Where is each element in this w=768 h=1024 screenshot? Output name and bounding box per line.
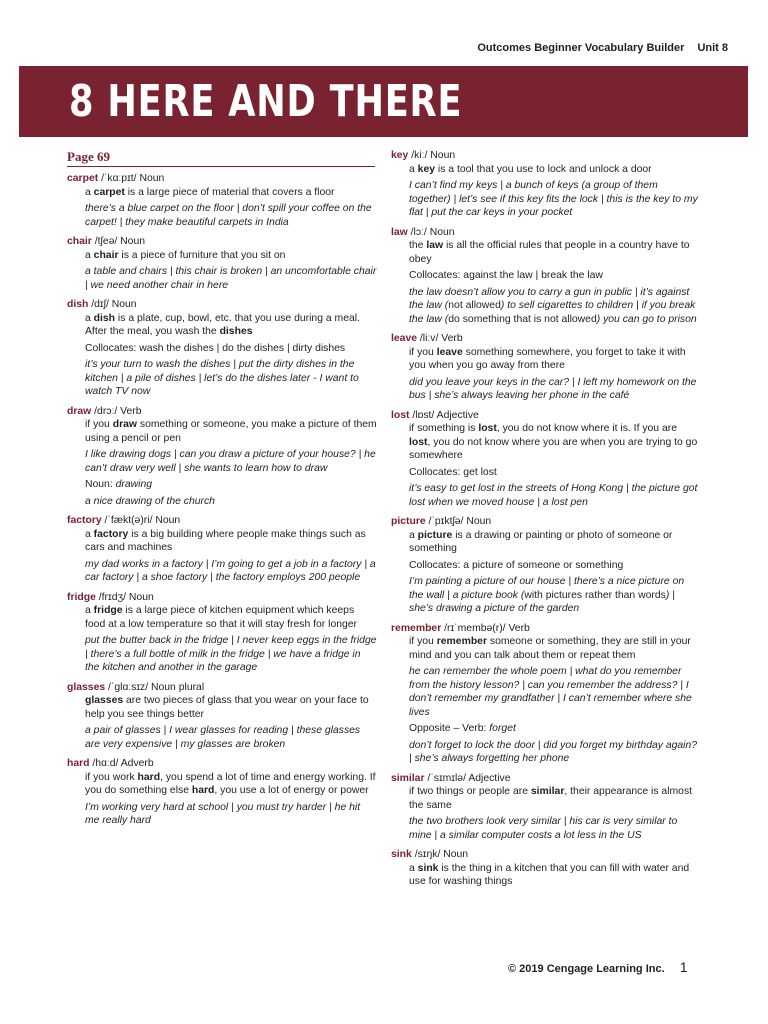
text-segment: a — [85, 249, 94, 261]
headword-line — [391, 149, 701, 163]
dictionary-entry-remember — [391, 622, 701, 766]
pronunciation: /ˈfækt(ə)ri/ — [104, 515, 153, 526]
dictionary-entry-factory — [67, 514, 377, 585]
headword-line — [67, 405, 377, 419]
bold-headword: dish — [93, 312, 116, 324]
headword-line — [391, 848, 701, 862]
definition — [85, 249, 377, 263]
definition — [409, 635, 701, 662]
examples: did you leave your keys in the car? | I left my homework on the bus | she’s always leaving her phone in the café — [409, 376, 697, 401]
part-of-speech: Adjective — [436, 409, 479, 421]
bold-headword: sink — [417, 862, 439, 874]
page-number: 1 — [679, 959, 688, 975]
bold-headword: draw — [112, 419, 137, 430]
pronunciation: /kiː/ — [411, 150, 428, 161]
pronunciation: /ˈkɑːpɪt/ — [101, 173, 137, 184]
part-of-speech: Noun — [155, 515, 181, 526]
text-segment: something somewhere, you forget to take it with you when you go away from there — [409, 346, 686, 371]
examples: I’m working very hard at school | you must try harder | he hit me really hard — [85, 801, 361, 826]
dictionary-entry-leave — [391, 332, 701, 403]
left-column — [67, 149, 377, 834]
entry-body — [391, 862, 701, 889]
definition — [85, 771, 377, 798]
part-of-speech: Noun — [139, 173, 165, 184]
unit-label: Unit 8 — [697, 42, 728, 54]
dictionary-entry-draw — [67, 405, 377, 509]
entry-body — [391, 346, 701, 403]
dictionary-entry-chair — [67, 235, 377, 292]
examples: there’s a blue carpet on the floor | don’t spill your coffee on the carpet! | they make beautiful carpets in India — [85, 203, 372, 228]
text-segment: , you use a lot of energy or power — [214, 785, 369, 796]
examples: my dad works in a factory | I’m going to get a job in a factory | a car factory | a shoe factory | the factory employs 200 people — [85, 558, 376, 583]
headword: lost — [391, 409, 410, 421]
entry-body — [67, 249, 377, 293]
definition — [409, 422, 701, 463]
text-segment: a — [85, 312, 94, 324]
text-segment: , you spend a lot of time and energy working. If you do something else — [85, 771, 376, 796]
text-segment: is the thing in a kitchen that you can fill with water and use for washing things — [409, 862, 690, 887]
copyright-notice: © 2019 Cengage Learning Inc. — [508, 963, 665, 975]
pronunciation: /frɪdʒ/ — [98, 591, 127, 603]
bold-headword: dishes — [219, 326, 253, 337]
definition — [85, 186, 377, 200]
bold-headword: lost — [409, 436, 428, 448]
bold-headword: chair — [93, 249, 119, 261]
text-segment: is a drawing or painting or photo of someone or something — [409, 529, 673, 554]
entry-body — [391, 529, 701, 616]
bold-headword: glasses — [85, 695, 124, 706]
headword: glasses — [67, 681, 106, 693]
part-of-speech: Noun — [466, 516, 492, 527]
text-segment: a — [409, 529, 418, 541]
headword: hard — [67, 758, 90, 769]
bold-headword: carpet — [93, 186, 125, 198]
entry-body — [67, 604, 377, 675]
bold-headword: similar — [530, 786, 565, 797]
pronunciation: /drɔː/ — [94, 405, 118, 417]
headword: similar — [391, 772, 425, 784]
text-segment: I’m painting a picture of our house | there’s a nice picture on the wall | a picture book ( — [409, 576, 685, 601]
text-segment: if you work — [85, 771, 138, 783]
headword: remember — [391, 622, 442, 634]
definition — [85, 604, 377, 631]
text-segment: a — [85, 528, 94, 540]
headword: chair — [67, 236, 92, 247]
definition — [85, 418, 377, 445]
part-of-speech: Noun plural — [151, 681, 205, 693]
text-segment: a — [85, 186, 94, 198]
examples — [409, 179, 701, 220]
text-segment: is a big building where people make things such as cars and machines — [85, 528, 366, 553]
text-segment: ) to sell cigarettes to children | if you break the law ( — [409, 300, 696, 325]
dictionary-entry-law — [391, 226, 701, 327]
related-form-word: drawing — [115, 479, 153, 490]
headword: draw — [67, 405, 92, 417]
text-segment: the law doesn’t allow you to carry a gun in public | it’s against the law ( — [409, 286, 690, 311]
text-segment: I can’t find my keys | a bunch of keys ( — [409, 180, 585, 191]
text-segment: , you do not know where it is. If you are — [496, 423, 677, 434]
headword: leave — [391, 333, 418, 344]
pronunciation: /ˈɡlɑːsɪz/ — [108, 681, 149, 693]
examples: put the butter back in the fridge | I never keep eggs in the fridge | there’s a full bottle of milk in the fridge | we have a fridge in the kitchen and another in the garage — [85, 635, 377, 673]
part-of-speech: Verb — [508, 622, 530, 634]
text-segment: a group of them together — [409, 180, 658, 205]
text-segment: do something that is not allowed — [448, 313, 597, 325]
dictionary-entry-fridge — [67, 591, 377, 675]
headword-line — [391, 409, 701, 423]
examples: don’t forget to lock the door | did you forget my birthday again? | she’s always forgetting her phone — [409, 739, 698, 764]
bold-headword: factory — [93, 528, 129, 540]
definition — [85, 694, 377, 721]
text-segment: if you — [85, 419, 113, 430]
text-segment: if something is — [409, 423, 479, 434]
part-of-speech: Noun — [430, 150, 456, 161]
examples: a nice drawing of the church — [85, 495, 215, 507]
running-header — [477, 42, 728, 54]
examples: the two brothers look very similar | his car is very similar to mine | a similar computer costs a lot less in the US — [409, 816, 678, 841]
text-segment: is a large piece of kitchen equipment which keeps food at a low temperature so that it will stay fresh for longer — [85, 605, 358, 630]
definition — [409, 239, 701, 266]
headword-line — [67, 591, 377, 605]
part-of-speech: Noun — [111, 299, 137, 310]
related-form — [85, 478, 377, 492]
pronunciation: /lɔː/ — [410, 226, 427, 238]
headword: law — [391, 226, 408, 238]
text-segment: if you — [409, 346, 437, 358]
examples: it’s easy to get lost in the streets of Hong Kong | the picture got lost when we moved house | a lost pen — [409, 483, 698, 508]
entry-body — [67, 312, 377, 399]
part-of-speech: Adjective — [468, 772, 511, 784]
headword: factory — [67, 515, 102, 526]
headword: sink — [391, 849, 412, 860]
pronunciation: /liːv/ — [419, 333, 439, 344]
related-form-label: Noun: — [85, 479, 116, 490]
examples: a table and chairs | this chair is broken | an uncomfortable chair | we need another chair in here — [85, 266, 377, 291]
entry-body — [67, 186, 377, 230]
bold-headword: law — [426, 240, 444, 251]
headword-line — [67, 172, 377, 186]
definition — [85, 312, 377, 339]
dictionary-entry-hard — [67, 757, 377, 828]
text-segment: are two pieces of glass that you wear on your face to help you see things better — [85, 695, 369, 720]
text-segment: not allowed — [448, 300, 501, 311]
bold-headword: leave — [436, 346, 463, 358]
dictionary-entry-dish — [67, 298, 377, 399]
bold-headword: hard — [137, 771, 161, 783]
unit-title: 8 HERE AND THERE — [69, 76, 463, 127]
pronunciation: /lɒst/ — [412, 409, 435, 421]
text-segment: , you do not know where you are when you are trying to go somewhere — [409, 436, 698, 461]
headword: carpet — [67, 173, 99, 184]
bold-headword: key — [417, 163, 436, 175]
collocates: Collocates: against the law | break the law — [409, 270, 603, 281]
dictionary-entry-similar — [391, 772, 701, 843]
headword-line — [67, 298, 377, 312]
book-title: Outcomes Beginner Vocabulary Builder — [477, 42, 685, 54]
headword: dish — [67, 299, 89, 310]
page-heading: Page 69 — [67, 149, 375, 167]
dictionary-entry-sink — [391, 848, 701, 889]
part-of-speech: Noun — [443, 849, 469, 860]
text-segment: a — [409, 862, 418, 874]
bold-headword: remember — [436, 636, 487, 647]
headword-line — [67, 514, 377, 528]
examples — [409, 575, 701, 616]
text-segment: is all the official rules that people in a country have to obey — [409, 240, 690, 265]
bold-headword: lost — [478, 423, 497, 434]
text-segment: a — [409, 163, 418, 175]
definition — [409, 785, 701, 812]
unit-banner — [19, 66, 748, 137]
collocates: Collocates: wash the dishes | do the dishes | dirty dishes — [85, 342, 346, 354]
definition — [409, 163, 701, 177]
part-of-speech: Adverb — [120, 758, 154, 769]
bold-headword: hard — [191, 785, 215, 796]
text-segment: is a piece of furniture that you sit on — [118, 249, 286, 261]
collocates: Collocates: a picture of someone or something — [409, 559, 624, 571]
pronunciation: /rɪˈmembə(r)/ — [444, 622, 506, 634]
text-segment: if two things or people are — [409, 786, 531, 797]
part-of-speech: Verb — [441, 333, 463, 344]
headword-line — [391, 226, 701, 240]
entry-body — [67, 418, 377, 508]
examples — [409, 286, 701, 327]
pronunciation: /sɪŋk/ — [414, 849, 441, 860]
entry-body — [67, 694, 377, 751]
entry-body — [67, 528, 377, 585]
collocates: Collocates: get lost — [409, 466, 497, 478]
text-segment: a — [85, 605, 94, 616]
headword-line — [67, 681, 377, 695]
headword-line — [391, 515, 701, 529]
bold-headword: fridge — [93, 605, 123, 616]
examples: it’s your turn to wash the dishes | put the dirty dishes in the kitchen | a pile of dishes | let’s do the dishes later - I want to watch TV now — [85, 359, 359, 397]
entry-body — [391, 785, 701, 842]
dictionary-entry-carpet — [67, 172, 377, 229]
dictionary-entry-key — [391, 149, 701, 220]
part-of-speech: Noun — [120, 236, 145, 247]
entry-body — [67, 771, 377, 828]
text-segment: , their appearance is almost the same — [409, 786, 693, 811]
examples: a pair of glasses | I wear glasses for reading | these glasses are very expensive | my glasses are broken — [85, 725, 361, 750]
part-of-speech: Verb — [120, 405, 142, 417]
related-form-word: forget — [489, 723, 516, 734]
text-segment: is a tool that you use to lock and unlock a door — [435, 163, 652, 175]
entry-body — [391, 635, 701, 766]
part-of-speech: Noun — [429, 226, 455, 238]
headword: picture — [391, 516, 426, 527]
pronunciation: /ˈsɪmɪlə/ — [427, 772, 466, 784]
related-form — [409, 722, 701, 736]
entry-body — [391, 239, 701, 326]
dictionary-entry-glasses — [67, 681, 377, 752]
pronunciation: /dɪʃ/ — [91, 299, 109, 310]
headword-line — [391, 622, 701, 636]
page-footer — [508, 959, 688, 975]
pronunciation: /ˈpɪktʃə/ — [428, 516, 464, 527]
headword: key — [391, 150, 409, 161]
related-form-label: Opposite – Verb: — [409, 723, 490, 734]
examples: I like drawing dogs | can you draw a picture of your house? | he can’t draw very well | she wants to learn how to draw — [85, 449, 376, 474]
headword: fridge — [67, 591, 96, 603]
text-segment: if you — [409, 636, 437, 647]
right-column — [391, 149, 701, 895]
bold-headword: picture — [417, 529, 453, 541]
examples: he can remember the whole poem | what do you remember from the history lesson? | can you remember the address? | I don’t remember my grandfather | I can’t remember where she lives — [409, 666, 692, 718]
headword-line — [67, 757, 377, 771]
definition — [85, 528, 377, 555]
pronunciation: /hɑːd/ — [92, 758, 119, 769]
text-segment: is a plate, cup, bowl, etc. that you use during a meal. After the meal, you wash the — [85, 312, 360, 337]
definition — [409, 529, 701, 556]
definition — [409, 862, 701, 889]
dictionary-entry-picture — [391, 515, 701, 616]
definition — [409, 346, 701, 373]
headword-line — [391, 332, 701, 346]
text-segment: ) | let’s see if this key fits the lock | this is the key to my flat | put the car keys in your pocket — [409, 193, 698, 218]
text-segment: is a large piece of material that covers a floor — [124, 186, 335, 198]
dictionary-entry-lost — [391, 409, 701, 510]
entry-body — [391, 163, 701, 220]
pronunciation: /tʃeə/ — [94, 236, 118, 247]
text-segment: ) | she’s drawing a picture of the garden — [409, 589, 675, 614]
entry-body — [391, 422, 701, 509]
headword-line — [67, 235, 377, 249]
text-segment: ) you can go to prison — [596, 313, 697, 325]
text-segment: the — [409, 240, 427, 251]
headword-line — [391, 772, 701, 786]
text-segment: someone or something, they are still in your mind and you can talk about them or repeat them — [409, 636, 691, 661]
part-of-speech: Noun — [128, 591, 154, 603]
text-segment: with pictures rather than words — [524, 589, 666, 601]
text-segment: something or someone, you make a picture of them using a pencil or pen — [85, 419, 377, 444]
